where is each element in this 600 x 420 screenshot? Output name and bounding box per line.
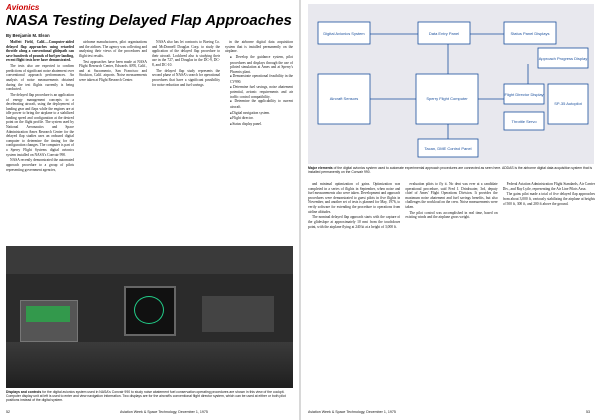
paragraph: and minimal optimization of gains. Optimization was completed in a series of flights in September, when noise and fuel measurements also were taken. Development and approach procedures were demonstrated to guest pilots in five flights in November, and another set of tests is planned for May, 1976, to verify software for extending the procedure to operations from airline altitudes. — [308, 182, 401, 214]
label-throttle-servo: Throttle Servo — [511, 119, 537, 124]
list-item: ■ Flight director. — [230, 116, 293, 122]
article-headline: NASA Testing Delayed Flap Approaches — [6, 12, 292, 29]
page-footer: Aviation Week & Space Technology, December 1, 1975 — [308, 410, 396, 414]
label-data-entry: Data Entry Panel — [428, 31, 460, 36]
page-gutter — [299, 0, 301, 420]
paragraph: Test approaches have been made at NASA Flight Research Center, Edwards AFB, Calif., and at Sacramento, San Francisco and Stockton, Calif. airports. Noise measurements were taken at Flight Research Center. — [79, 59, 147, 82]
photo-caption — [6, 390, 293, 403]
page-number: 53 — [586, 410, 590, 414]
paragraph: evaluation pilots to fly it. No dent was ever at a candidate operational procedure, said Fred J. Drinkwater, 3rd, deputy chief of Ames' Flight Operations Division. It provides the maximum noise abatement and fuel savings benefits, but also challenges the workload on the crew. Noise measurements were taken. — [405, 182, 498, 209]
diagram-caption-title: Major elements — [308, 166, 333, 170]
paragraph: The gains pilot made a total of five delayed flap approaches from about 3,000 ft, variously stabilizing the airplane at heights of 500 ft, 300 ft, and 200 ft above the ground. — [502, 192, 595, 206]
block-shapes — [318, 22, 588, 157]
list-item: ■ Determine the applicability to current aircraft. — [230, 99, 293, 109]
equipment-list — [225, 111, 293, 128]
diagram-caption-text: of the digital avionics system used to automate experimental approach procedures are connected as seen here. ADDAS is the airborne digital data acquisition system that is installed permanently on the Convair 990. — [308, 166, 593, 175]
cockpit-photo — [6, 246, 293, 388]
list-item: ■ Status display panel. — [230, 122, 293, 128]
label-aircraft-sensors: Aircraft Sensors — [329, 96, 359, 101]
column-3 — [503, 182, 595, 406]
left-page — [0, 0, 298, 420]
caption-text: for the digital avionics system used in NASA's Convair 990 to study noise abatement fuel conservation operating procedures are shown in this view of the cockpit. Computer display unit at left is used to enter and view navigation information. Two displays are for the aircraft's conventional flight director system, which can be used at either or both pilot positions instead of the digital system. — [6, 390, 286, 403]
paragraph: airframe manufacturers, pilot organizations and the airlines. The agency was collecting and analyzing their views of the procedures and flight test results. — [79, 40, 147, 58]
cdu-screen — [26, 306, 70, 322]
section-label: Avionics — [6, 3, 40, 12]
diagram-svg — [308, 4, 594, 164]
label-flight-computer: Sperry Flight Computer — [426, 96, 468, 101]
glareshield — [6, 246, 293, 274]
paragraph: NASA recently demonstrated the automated approach procedure to a group of pilots representing government agencies, — [6, 158, 74, 172]
list-item: ■ Demonstrate operational feasibility in the CV990. — [230, 74, 293, 84]
label-tacan-dme: Tacan, DME Control Panel — [424, 146, 472, 151]
body-columns — [6, 40, 293, 244]
page-number: 52 — [6, 410, 10, 414]
paragraph: NASA also has let contracts to Boeing Co. and McDonnell Douglas Corp. to study the application of the delayed flap procedure to their aircraft. Lockheed also is studying their use in the 727, and Douglas in the DC-9, DC-8, and DC-10. — [152, 40, 220, 67]
column-3 — [152, 40, 220, 244]
paragraph: Federal Aviation Administration Flight Standards, Air Carrier Div., and Ray Lytle, representing the Air Line Pilots Assn. — [502, 182, 595, 191]
attitude-indicator — [134, 296, 164, 324]
paragraph: The nominal delayed flap approach starts with the capture of the glideslope at approximately 10 nmi from the touchdown point, with the airplane flying at 240 kt at a height of 3,000 ft. — [308, 215, 401, 229]
paragraph: in the airborne digital data acquisition system that is installed permanently on the airplane. — [225, 40, 293, 54]
body-columns-right — [308, 182, 595, 406]
paragraph: The pilot control was accomplished in real time, based on existing winds and the airplane gross weight. — [405, 210, 498, 220]
label-autopilot: SP-35 Autopilot — [554, 101, 582, 106]
paragraph: Moffett Field, Calif.—Computer-aided delayed flap approaches using retarded throttle along a conventional glidepath can save hundreds of pounds of fuel per landing, recent flight tests here have demonstrated. — [6, 40, 74, 63]
list-item: ■ Determine fuel savings, noise abatement potential, avionic requirements and air traffic control compatibility. — [230, 85, 293, 100]
right-page — [302, 0, 600, 420]
page-footer: Aviation Week & Space Technology, December 1, 1975 — [120, 410, 208, 414]
label-digital-avionics: Digital Avionics System — [323, 31, 365, 36]
objective-list — [225, 55, 293, 110]
label-approach-progress: Approach Progress Display — [538, 56, 588, 61]
column-1 — [6, 40, 74, 244]
control-panel — [202, 296, 274, 332]
system-diagram — [308, 4, 594, 164]
paragraph: The delayed flap procedure is an application of energy management concepts to a decelerating aircraft, using the deployment of landing gear and flaps while the engines are at idle power to bring the airplane to a stabilized landing speed and configuration at the desired point on the flight profile. The system used by National Aeronautics and Space Administration Ames Research Center for the delayed flap studies uses an onboard digital computer to determine the timing for the configuration changes. The computer is part of a Sperry Flight Systems digital avionics system installed on NASA's Convair 990. — [6, 92, 74, 157]
caption-title: Displays and controls — [6, 390, 42, 394]
paragraph: The delayed flap study represents the second phase of NASA's search for operational procedures that have a significant possibility for noise reduction and fuel savings. — [152, 68, 220, 87]
column-2 — [405, 182, 497, 406]
label-flight-director: Flight Director Display — [504, 92, 544, 97]
label-status-panel: Status Panel Displays — [510, 31, 550, 36]
list-item: ■ Develop the guidance system, pilot procedures and displays through the use of piloted simulation at Ames and at Sperry's Phoenix plant. — [230, 55, 293, 74]
byline: By Benjamin M. Elson — [6, 33, 50, 38]
list-item: ■ Digital navigation system. — [230, 111, 293, 117]
diagram-caption — [308, 166, 594, 174]
paragraph: The tests also are expected to confirm predictions of significant noise abatement over conventional approach performances. An analysis of noise measurements obtained during the test flights currently is being conducted. — [6, 64, 74, 92]
column-1 — [308, 182, 400, 406]
column-2 — [79, 40, 147, 244]
column-4 — [225, 40, 293, 244]
lower-console — [6, 342, 293, 388]
